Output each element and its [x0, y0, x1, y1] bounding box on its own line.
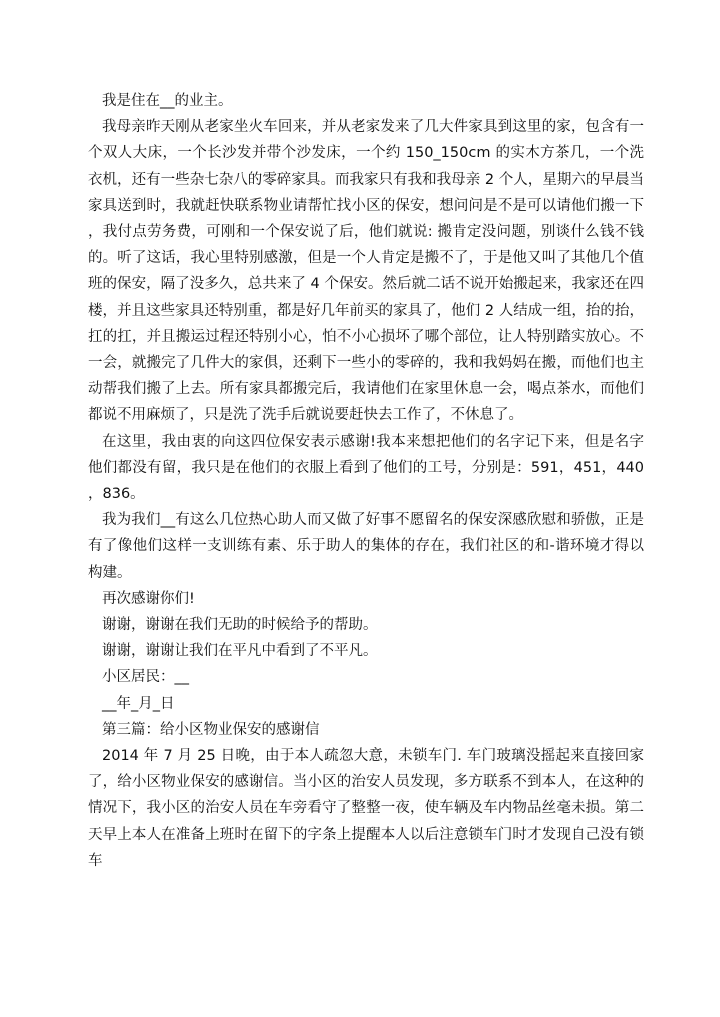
paragraph-pride: 我为我们__有这么几位热心助人而又做了好事不愿留名的保安深感欣慰和骄傲，正是有了像他们这样一支训练有素、乐于助人的集体的存在，我们社区的和-谐环境才得以构建。 [88, 512, 644, 581]
document-body [88, 88, 644, 874]
paragraph-thanks-again: 再次感谢你们! [102, 590, 195, 607]
paragraph-third-letter: 2014 年 7 月 25 日晚，由于本人疏忽大意，未锁车门. 车门玻璃没摇起来直接回家了，给小区物业保安的感谢信。当小区的治安人员发现，多方联系不到本人，在这种的情况下，我小区的治安人员在车旁看守了整整一夜，使车辆及车内物品丝毫未损。第二天早上本人在准备上班时在留下的字条上提醒本人以后注意锁车门时才发现自己没有锁车 [88, 748, 644, 869]
signature-date: __年_月_日 [102, 695, 175, 712]
paragraph-thanks-ordinary: 谢谢，谢谢让我们在平凡中看到了不平凡。 [102, 643, 378, 660]
paragraph-moving-story: 我母亲昨天刚从老家坐火车回来，并从老家发来了几大件家具到这里的家，包含有一个双人大床，一个长沙发并带个沙发床，一个约 150_150cm 的实木方茶几，一个洗衣机，还有一些杂七杂八的零碎家具。而我家只有我和我母亲 2 个人，星期六的早晨当家具送到时，我就赶快联系物业请帮忙找小区的保安，想问问是不是可以请他们搬一下，我付点劳务费，可刚和一个保安说了后，他们就说: 搬肯定没问题，别谈什么钱不钱的。听了这话，我心里特别感激，但是一个人肯定是搬不了，于是他又叫了其他几个值班的保安，隔了没多久，总共来了 4 个保安。然后就二话不说开始搬起来，我家还在四楼，并且这些家具还特别重，都是好几年前买的家具了，他们 2 人结成一组，抬的抬，扛的扛，并且搬运过程还特别小心，怕不小心损坏了哪个部位，让人特别踏实放心。不一会，就搬完了几件大的家俱，还剩下一些小的零碎的，我和我妈妈在搬，而他们也主动帮我们搬了上去。所有家具都搬完后，我请他们在家里休息一会，喝点茶水，而他们都说不用麻烦了，只是洗了洗手后就说要赶快去工作了，不休息了。 [88, 119, 644, 424]
paragraph-thanks-guards: 在这里，我由衷的向这四位保安表示感谢!我本来想把他们的名字记下来，但是名字他们都没有留，我只是在他们的衣服上看到了他们的工号，分别是：591，451，440，836。 [88, 433, 644, 503]
signature-resident: 小区居民：__ [102, 669, 189, 686]
section-heading-third: 第三篇：给小区物业保安的感谢信 [102, 721, 320, 738]
paragraph-owner-intro: 我是住在__的业主。 [102, 93, 233, 109]
paragraph-thanks-help: 谢谢，谢谢在我们无助的时候给予的帮助。 [102, 617, 378, 634]
